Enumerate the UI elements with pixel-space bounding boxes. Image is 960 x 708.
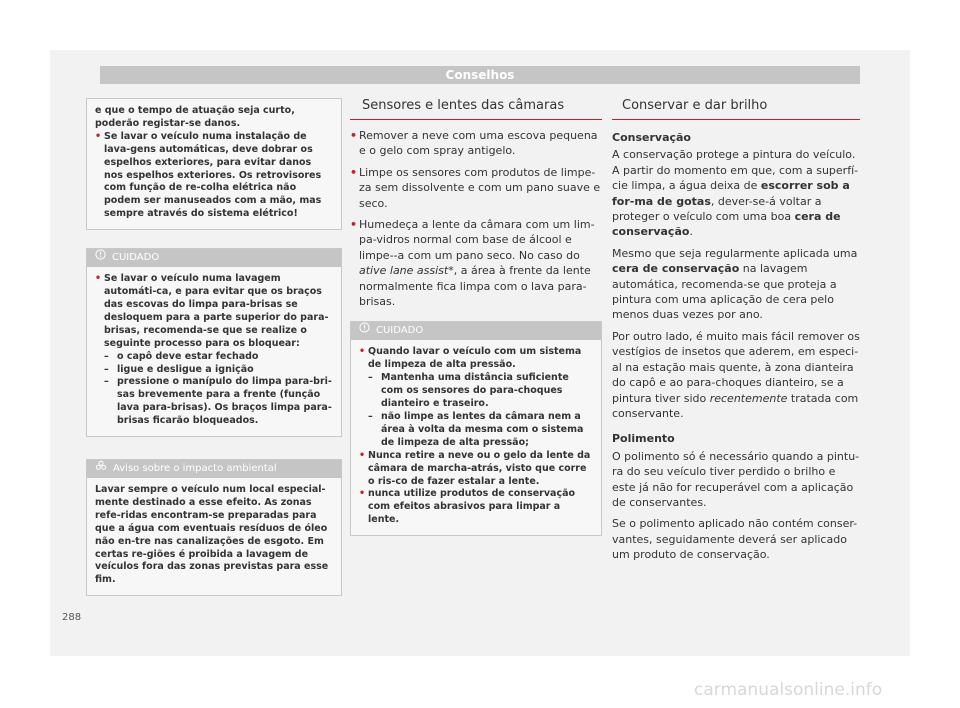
watermark: carmanualsonline.info — [694, 680, 883, 700]
section-title-sensors: Sensores e lentes das câmaras — [350, 84, 602, 120]
paragraph: A conservação protege a pintura do veículo. A partir do momento em que, com a superfí-cie limpa, a água deixa de escorrer sob a for-ma de gotas, dever-se-á voltar a proteger o veículo com uma boa cera de conservação. — [612, 148, 859, 239]
paragraph: Mesmo que seja regularmente aplicada uma cera de conservação na lavagem automática, recomenda-se que proteja a pintura com uma aplicação de cera pelo menos duas vezes por ano. — [612, 246, 858, 322]
caution-box-header — [351, 322, 601, 340]
caution-bullet: • nunca utilize produtos de conservação com efeitos abrasivos para limpar a lente. — [359, 488, 593, 527]
sensors-text — [350, 120, 602, 309]
paragraph: Se o polimento aplicado não contém conser-vantes, seguidamente deverá ser aplicado um produto de conservação. — [612, 517, 858, 562]
caution-bullet: • Se lavar o veículo numa lavagem automáti-ca, e para evitar que os braços das escovas do limpa para-brisas se desloquem para a parte superior do para-brisas, recomenda-se que se realize o seguinte processo para os bloquear: — [95, 273, 333, 350]
subheading-polishing: Polimento — [612, 432, 675, 446]
column-left — [86, 84, 342, 596]
caution-dash-item: – ligue e desligue a ignição — [104, 363, 254, 375]
caution-dash-item: – Mantenha uma distância suficiente com os sensores do para-choques dianteiro e traseiro. — [368, 372, 569, 410]
paragraph: O polimento só é necessário quando a pintu-ra do seu veículo tiver perdido o brilho e este já não for recuperável com a aplicação de conservantes. — [612, 449, 860, 509]
warning-circle-icon — [95, 249, 106, 267]
caution-box-header — [87, 249, 341, 267]
caution-dash-item: – pressione o manípulo do limpa para-bri-sas brevemente para a frente (função lava para-brisas). Os braços limpa para-brisas ficarão bloqueados. — [104, 376, 332, 427]
sensors-bullet: • Limpe os sensores com produtos de limpe-za sem dissolvente e com um pano suave e seco. — [350, 165, 602, 211]
warning-intro-text: e que o tempo de atuação seja curto, poderão registar-se danos. — [95, 105, 295, 129]
sensors-bullet: • Remover a neve com uma escova pequena e o gelo com spray antigelo. — [350, 128, 602, 159]
caution-dash-item: – não limpe as lentes da câmara nem a área à volta da mesma com o sistema de limpeza de alta pressão; — [368, 411, 584, 448]
recycle-flower-icon — [95, 460, 107, 479]
caution-bullet: • Nunca retire a neve ou o gelo da lente da câmara de marcha-atrás, visto que corre o ris-co de fazer estalar a lente. — [359, 450, 593, 489]
page-number: 288 — [62, 612, 82, 623]
caution-box-2 — [350, 321, 602, 536]
content-sheet — [86, 84, 860, 636]
column-right — [612, 84, 860, 569]
caution-title: CUIDADO — [112, 252, 160, 264]
environment-box — [86, 459, 342, 596]
section-title-conservation: Conservar e dar brilho — [612, 84, 860, 120]
environment-title: Aviso sobre o impacto ambiental — [113, 463, 277, 475]
environment-text: Lavar sempre o veículo num local especial-mente destinado a esse efeito. As zonas refe-ridas encontram-se preparadas para que a água com eventuais resíduos de óleo não en-tre nas canalizações de esgoto. Em certas re-giões é proibida a lavagem de veículos fora das zonas previstas para esse fim. — [95, 484, 329, 586]
page-header: Conselhos — [100, 66, 860, 84]
paragraph: Por outro lado, é muito mais fácil remover os vestígios de insetos que aderem, em especi-al na estação mais quente, à zona dianteira do capô e ao para-choques dianteiro, se a pintura tiver sido recentemente tratada com conservante. — [612, 329, 860, 420]
caution-title: CUIDADO — [376, 325, 424, 337]
warning-continued-box — [86, 98, 342, 230]
caution-dash-item: – o capô deve estar fechado — [104, 350, 259, 362]
conservation-text — [612, 120, 860, 563]
caution-bullet: • Quando lavar o veículo com um sistema de limpeza de alta pressão. — [359, 346, 593, 372]
environment-box-header — [87, 460, 341, 478]
caution-box-1 — [86, 248, 342, 437]
warning-bullet: • Se lavar o veículo numa instalação de lava-gens automáticas, deve dobrar os espelhos exteriores, para evitar danos nos espelhos exteriores. Os retrovisores com função de re-colha elétrica não podem ser manuseados com a mão, mas sempre através do sistema elétrico! — [95, 131, 333, 221]
column-middle — [350, 84, 602, 536]
warning-circle-icon — [359, 322, 370, 340]
subheading-conservation: Conservação — [612, 131, 691, 144]
sensors-bullet: • Humedeça a lente da câmara com um lim-pa-vidros normal com base de álcool e limpe--a com um pano seco. No caso do ative lane assist*, a área à frente da lente normalmente fica limpa com o lava para-brisas. — [350, 217, 602, 309]
